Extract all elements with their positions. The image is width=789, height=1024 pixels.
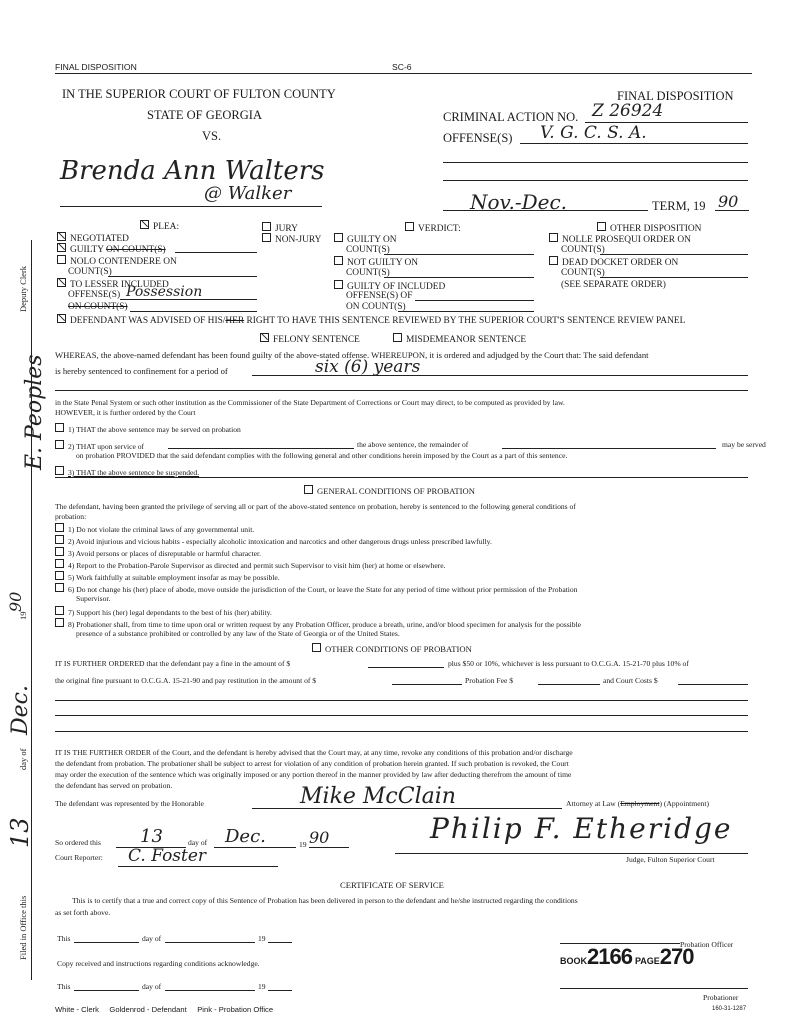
dead-docket-checkbox[interactable] bbox=[549, 256, 558, 265]
whereas-text: WHEREAS, the above-named defendant has been found guilty of the above-stated offense. WHEREUPON, it is ordered and adjudged by the Court that: The said defendant bbox=[55, 350, 649, 360]
judge-label: Judge, Fulton Superior Court bbox=[626, 855, 715, 864]
nolo-count-label: COUNT(S) bbox=[68, 267, 112, 277]
misdemeanor-option: MISDEMEANOR SENTENCE bbox=[393, 333, 526, 345]
general-conditions-title: GENERAL CONDITIONS OF PROBATION bbox=[304, 485, 475, 496]
option-2-line-b bbox=[502, 448, 716, 449]
nolle-option: NOLLE PROSEQUI ORDER ON bbox=[549, 233, 691, 245]
condition-3-checkbox[interactable] bbox=[55, 547, 64, 556]
verdict-checkbox[interactable] bbox=[405, 222, 414, 231]
other-conditions-checkbox[interactable] bbox=[312, 643, 321, 652]
so-ordered-day-of: day of bbox=[188, 838, 208, 847]
guilty-on-count: COUNT(S) bbox=[346, 245, 390, 255]
other-line-2 bbox=[55, 715, 748, 716]
other-line-1 bbox=[55, 700, 748, 701]
nolo-count-line bbox=[108, 276, 257, 277]
order-text-3: may order the execution of the sentence which was originally imposed or any portion thereof in the manner provided by law after deducting therefrom the amount of time bbox=[55, 770, 572, 779]
sidebar-nineteen: 19 bbox=[18, 611, 28, 620]
option-3: 3) THAT the above sentence be suspended. bbox=[55, 466, 199, 477]
jury-option: JURY bbox=[262, 222, 298, 234]
guilty-included-option: GUILTY OF INCLUDED bbox=[334, 280, 445, 292]
option-2-mid: the above sentence, the remainder of bbox=[357, 440, 469, 449]
state-system-text: in the State Penal System or such other institution as the Commissioner of the State Department of Corrections or Court may direct, to be computed as provided by law. bbox=[55, 398, 565, 407]
condition-8-b: presence of a substance prohibited or controlled by any law of the State of Georgia or of the United States. bbox=[76, 629, 400, 638]
nolle-checkbox[interactable] bbox=[549, 233, 558, 242]
cert-19-2: 19 bbox=[258, 982, 266, 991]
judge-line bbox=[395, 853, 748, 854]
general-conditions-checkbox[interactable] bbox=[304, 485, 313, 494]
confinement-text: is hereby sentenced to confinement for a period of bbox=[55, 366, 228, 376]
option-3-checkbox[interactable] bbox=[55, 466, 64, 475]
condition-7-checkbox[interactable] bbox=[55, 606, 64, 615]
condition-4-checkbox[interactable] bbox=[55, 559, 64, 568]
attorney-line bbox=[252, 808, 562, 809]
form-number: 160-31-1287 bbox=[712, 1006, 747, 1012]
condition-8: 8) Probationer shall, from time to time upon oral or written request by any Probation Officer, produce a breath, urine, and/or blood specimen for analysis for the possible bbox=[55, 618, 581, 629]
clerk-signature: E. Peoples bbox=[22, 354, 47, 470]
order-text-4: the defendant has served on probation. bbox=[55, 781, 173, 790]
option-2-end: may be served bbox=[722, 440, 766, 449]
term-year: 90 bbox=[718, 192, 739, 211]
defendant-name: Brenda Ann Walters bbox=[60, 156, 325, 186]
option-2-line-a bbox=[168, 448, 354, 449]
cert-month-line-2 bbox=[165, 990, 255, 991]
not-guilty-checkbox[interactable] bbox=[334, 256, 343, 265]
advised-checkbox[interactable] bbox=[57, 314, 66, 323]
dead-docket-option: DEAD DOCKET ORDER ON bbox=[549, 256, 678, 268]
sidebar-day: 13 bbox=[6, 817, 34, 848]
fine-line-1: IT IS FURTHER ORDERED that the defendant pay a fine in the amount of $ bbox=[55, 659, 291, 668]
probationer-label: Probationer bbox=[703, 993, 739, 1002]
lesser-offense-label: OFFENSE(S) bbox=[68, 290, 121, 300]
form-code: SC-6 bbox=[392, 62, 412, 72]
cert-day-line-1 bbox=[74, 942, 139, 943]
attorney-suffix: Attorney at Law (Employment) (Appointment) bbox=[566, 799, 709, 808]
fine-line-2: the original fine pursuant to O.C.G.A. 15-21-90 and pay restitution in the amount of $ bbox=[55, 676, 317, 685]
defendant-aka: @ Walker bbox=[204, 183, 292, 204]
criminal-action-label: CRIMINAL ACTION NO. bbox=[443, 110, 579, 124]
other-conditions-title: OTHER CONDITIONS OF PROBATION bbox=[312, 643, 472, 654]
guilty-included-checkbox[interactable] bbox=[334, 280, 343, 289]
however-text: HOWEVER, it is further ordered by the Court bbox=[55, 408, 196, 417]
attorney-name: Mike McClain bbox=[300, 784, 456, 809]
page-value: 270 bbox=[659, 944, 694, 969]
so-ordered-year-line bbox=[309, 847, 349, 848]
order-text-1: IT IS THE FURTHER ORDER of the Court, and the defendant is hereby advised that the Court may, at any time, revoke any conditions of this probation and/or discharge bbox=[55, 748, 573, 757]
confinement-line bbox=[252, 375, 748, 376]
court-costs-line bbox=[678, 684, 748, 685]
defendant-line bbox=[60, 206, 322, 207]
option-1: 1) THAT the above sentence may be served on probation bbox=[55, 423, 241, 434]
cert-year-line-2 bbox=[268, 990, 292, 991]
condition-4: 4) Report to the Probation-Parole Supervisor as directed and permit such Supervisor to visit him (her) at home or elsewhere. bbox=[55, 559, 446, 570]
guilty-included-count-line bbox=[398, 311, 534, 312]
nolle-count: COUNT(S) bbox=[561, 245, 605, 255]
header-rule bbox=[55, 73, 752, 74]
distribution-footer: White - Clerk Goldenrod - Defendant Pink - Probation Office bbox=[55, 1005, 274, 1014]
copy-received-text: Copy received and instructions regarding conditions acknowledge. bbox=[57, 959, 260, 968]
sidebar-month: Dec. bbox=[8, 685, 33, 735]
probationer-line bbox=[560, 988, 748, 989]
certificate-title: CERTIFICATE OF SERVICE bbox=[340, 880, 444, 890]
lesser-checkbox[interactable] bbox=[57, 278, 66, 287]
probation-fee-label: Probation Fee $ bbox=[465, 676, 514, 685]
sidebar-year: 90 bbox=[6, 591, 25, 612]
confinement-line-2 bbox=[55, 390, 748, 391]
offense-label: OFFENSE(S) bbox=[443, 131, 513, 145]
term-value: Nov.-Dec. bbox=[470, 190, 568, 214]
restitution-line bbox=[392, 684, 462, 685]
cert-this-1: This bbox=[57, 934, 71, 943]
plea-checkbox[interactable] bbox=[140, 220, 149, 229]
lesser-count-label: ON COUNT(S) bbox=[68, 302, 128, 312]
vs-label: VS. bbox=[202, 129, 222, 143]
deputy-clerk-label: Deputy Clerk bbox=[18, 265, 28, 312]
other-disposition-checkbox[interactable] bbox=[597, 222, 606, 231]
form-label: FINAL DISPOSITION bbox=[55, 62, 137, 72]
fine-amount-line bbox=[368, 667, 444, 668]
guilty-included-count: ON COUNT(S) bbox=[346, 302, 406, 312]
lesser-count-line bbox=[130, 311, 257, 312]
filed-label: Filed in Office this bbox=[18, 895, 28, 960]
guilty-count-line bbox=[175, 252, 257, 253]
criminal-action-value: Z 26924 bbox=[592, 101, 664, 121]
offense-line-3 bbox=[443, 180, 748, 181]
court-title: IN THE SUPERIOR COURT OF FULTON COUNTY bbox=[62, 87, 336, 101]
state-label: STATE OF GEORGIA bbox=[147, 108, 262, 122]
non-jury-checkbox[interactable] bbox=[262, 233, 271, 242]
so-ordered-month: Dec. bbox=[225, 826, 266, 847]
general-intro-2: probation: bbox=[55, 512, 87, 521]
guilty-included-offense: OFFENSE(S) OF bbox=[346, 291, 413, 301]
lesser-option: TO LESSER INCLUDED bbox=[57, 278, 169, 290]
condition-7: 7) Support his (her) legal dependants to the best of his (her) ability. bbox=[55, 606, 272, 617]
condition-5: 5) Work faithfully at suitable employment insofar as may be possible. bbox=[55, 571, 280, 582]
term-label: TERM, 19 bbox=[652, 199, 706, 213]
court-reporter-label: Court Reporter: bbox=[55, 853, 103, 862]
offense-value: V. G. C. S. A. bbox=[540, 123, 647, 143]
court-reporter-value: C. Foster bbox=[128, 846, 207, 866]
condition-1-checkbox[interactable] bbox=[55, 523, 64, 532]
guilty-on-count-line bbox=[384, 254, 534, 255]
condition-6: 6) Do not change his (her) place of abode, move outside the jurisdiction of the Court, or leave the State for any period of time without prior permission of the Probation bbox=[55, 583, 578, 594]
probation-officer-label: Probation Officer bbox=[680, 940, 734, 949]
advised-statement: DEFENDANT WAS ADVISED OF HIS/HER RIGHT TO HAVE THIS SENTENCE REVIEWED BY THE SUPERIOR COURT'S SENTENCE REVIEW PANEL bbox=[57, 314, 685, 326]
court-costs-label: and Court Costs $ bbox=[603, 676, 658, 685]
probation-fee-line bbox=[538, 684, 600, 685]
final-disposition-title: FINAL DISPOSITION bbox=[617, 89, 734, 103]
negotiated-checkbox[interactable] bbox=[57, 232, 66, 241]
condition-1: 1) Do not violate the criminal laws of any governmental unit. bbox=[55, 523, 254, 534]
condition-2: 2) Avoid injurious and vicious habits - especially alcoholic intoxication and narcotics and other dangerous drugs unless prescribed lawfully. bbox=[55, 535, 492, 546]
non-jury-option: NON-JURY bbox=[262, 233, 321, 245]
fine-line-1-b: plus $50 or 10%, whichever is less pursuant to O.C.G.A. 15-21-70 plus 10% of bbox=[448, 659, 689, 668]
book-label: BOOK bbox=[560, 956, 587, 966]
cert-19-1: 19 bbox=[258, 934, 266, 943]
lesser-offense-line bbox=[120, 299, 257, 300]
not-guilty-option: NOT GUILTY ON bbox=[334, 256, 418, 268]
so-ordered-year: 90 bbox=[309, 828, 330, 847]
lesser-offense-value: Possession bbox=[126, 284, 203, 300]
certificate-text-1: This is to certify that a true and correct copy of this Sentence of Probation has been delivered in person to the defendant and he/she instructed regarding the conditions bbox=[72, 896, 578, 905]
separate-order-note: (SEE SEPARATE ORDER) bbox=[561, 280, 666, 290]
sentence-period-value: six (6) years bbox=[315, 357, 421, 377]
guilty-included-offense-line bbox=[415, 300, 534, 301]
order-text-2: the defendant from probation. The probationer shall be subject to arrest for violation of any condition of probation herein granted. If such probation is revoked, the Court bbox=[55, 759, 569, 768]
option-2-checkbox[interactable] bbox=[55, 440, 64, 449]
general-intro: The defendant, having been granted the privilege of serving all or part of the above-stated sentence on probation, hereby is sentenced to the following general conditions of bbox=[55, 502, 576, 511]
nolo-option: NOLO CONTENDERE ON bbox=[57, 255, 177, 267]
option-2: 2) THAT upon service of bbox=[55, 440, 144, 451]
dead-docket-count-line bbox=[600, 277, 748, 278]
cert-year-line-1 bbox=[268, 942, 292, 943]
condition-8-checkbox[interactable] bbox=[55, 618, 64, 627]
so-ordered-year-prefix: 19 bbox=[299, 840, 307, 849]
condition-5-checkbox[interactable] bbox=[55, 571, 64, 580]
cert-month-line-1 bbox=[165, 942, 255, 943]
not-guilty-count: COUNT(S) bbox=[346, 268, 390, 278]
negotiated-option: NEGOTIATED bbox=[57, 232, 129, 244]
book-value: 2166 bbox=[587, 944, 632, 969]
cert-day-of-1: day of bbox=[142, 934, 162, 943]
court-reporter-line bbox=[118, 866, 278, 867]
option-2-provided: on probation PROVIDED that the said defendant complies with the following general and other conditions herein imposed by the Court as a part of this sentence. bbox=[76, 451, 568, 460]
dead-docket-count: COUNT(S) bbox=[561, 268, 605, 278]
sidebar-day-of: day of bbox=[18, 748, 28, 770]
guilty-checkbox[interactable] bbox=[57, 243, 66, 252]
felony-option: FELONY SENTENCE bbox=[260, 333, 360, 345]
nolle-count-line bbox=[600, 254, 748, 255]
condition-2-checkbox[interactable] bbox=[55, 535, 64, 544]
condition-3: 3) Avoid persons or places of disreputable or harmful character. bbox=[55, 547, 261, 558]
plea-label: PLEA: bbox=[140, 220, 179, 232]
so-ordered-month-line bbox=[214, 847, 296, 848]
guilty-option: GUILTY ON COUNT(S) bbox=[57, 243, 166, 255]
cert-day-line-2 bbox=[74, 990, 139, 991]
cert-day-of-2: day of bbox=[142, 982, 162, 991]
represented-label: The defendant was represented by the Honorable bbox=[55, 799, 204, 808]
term-line bbox=[443, 210, 648, 211]
not-guilty-count-line bbox=[384, 277, 534, 278]
sidebar-rule bbox=[31, 240, 32, 980]
so-ordered-label: So ordered this bbox=[55, 838, 101, 847]
judge-signature: Philip F. Etheridge bbox=[430, 812, 733, 845]
jury-checkbox[interactable] bbox=[262, 222, 271, 231]
felony-checkbox[interactable] bbox=[260, 333, 269, 342]
option-3-rule bbox=[55, 477, 748, 478]
cert-this-2: This bbox=[57, 982, 71, 991]
so-ordered-day: 13 bbox=[140, 826, 163, 847]
offense-line-2 bbox=[443, 162, 748, 163]
term-year-line bbox=[715, 210, 749, 211]
guilty-on-checkbox[interactable] bbox=[334, 233, 343, 242]
misdemeanor-checkbox[interactable] bbox=[393, 333, 402, 342]
condition-6-checkbox[interactable] bbox=[55, 583, 64, 592]
page-label: PAGE bbox=[634, 956, 660, 966]
certificate-text-2: as set forth above. bbox=[55, 908, 111, 917]
verdict-label: VERDICT: bbox=[405, 222, 461, 234]
guilty-on-option: GUILTY ON bbox=[334, 233, 397, 245]
offense-line bbox=[520, 143, 748, 144]
other-disposition-option: OTHER DISPOSITION bbox=[597, 222, 701, 234]
option-1-checkbox[interactable] bbox=[55, 423, 64, 432]
other-line-3 bbox=[55, 731, 748, 732]
nolo-checkbox[interactable] bbox=[57, 255, 66, 264]
condition-6-b: Supervisor. bbox=[76, 594, 111, 603]
book-page-stamp bbox=[560, 944, 694, 970]
